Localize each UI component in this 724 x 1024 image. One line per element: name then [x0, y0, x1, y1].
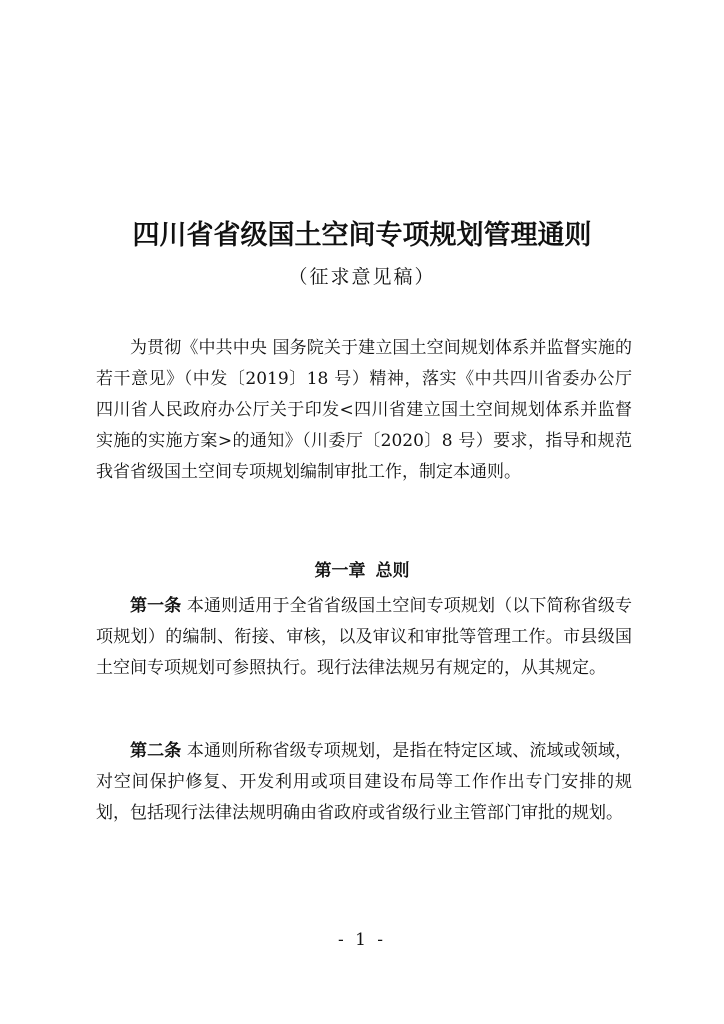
article-1-text: 本通则适用于全省省级国土空间专项规划（以下简称省级专项规划）的编制、衔接、审核，以及审议和审批等管理工作。市县级国土空间专项规划可参照执行。现行法律法规另有规定的，从其规定。 — [96, 596, 633, 678]
article-2-paragraph — [96, 736, 632, 829]
article-2-label: 第二条 — [130, 741, 182, 761]
article-1 — [96, 591, 632, 684]
intro-section — [96, 333, 632, 488]
article-1-label: 第一条 — [130, 596, 182, 616]
article-2-text: 本通则所称省级专项规划，是指在特定区域、流域或领域，对空间保护修复、开发利用或项目建设布局等工作作出专门安排的规划，包括现行法律法规明确由省政府或省级行业主管部门审批的规划。 — [96, 741, 633, 823]
article-2 — [96, 736, 632, 829]
document-title: 四川省省级国土空间专项规划管理通则 — [132, 220, 592, 251]
document-subtitle: （征求意见稿） — [288, 266, 436, 288]
page-number: - 1 - — [337, 930, 387, 950]
article-1-paragraph — [96, 591, 632, 684]
intro-paragraph: 为贯彻《中共中央 国务院关于建立国土空间规划体系并监督实施的若干意见》（中发〔2019〕18 号）精神，落实《中共四川省委办公厅 四川省人民政府办公厅关于印发<四川省建立国土空间规划体系并监督实施的实施方案>的通知》（川委厅〔2020〕8 号）要求，指导和规范我省省级国土空间专项规划编制审批工作，制定本通则。 — [96, 338, 632, 482]
chapter-heading: 第一章 总则 — [314, 561, 410, 581]
